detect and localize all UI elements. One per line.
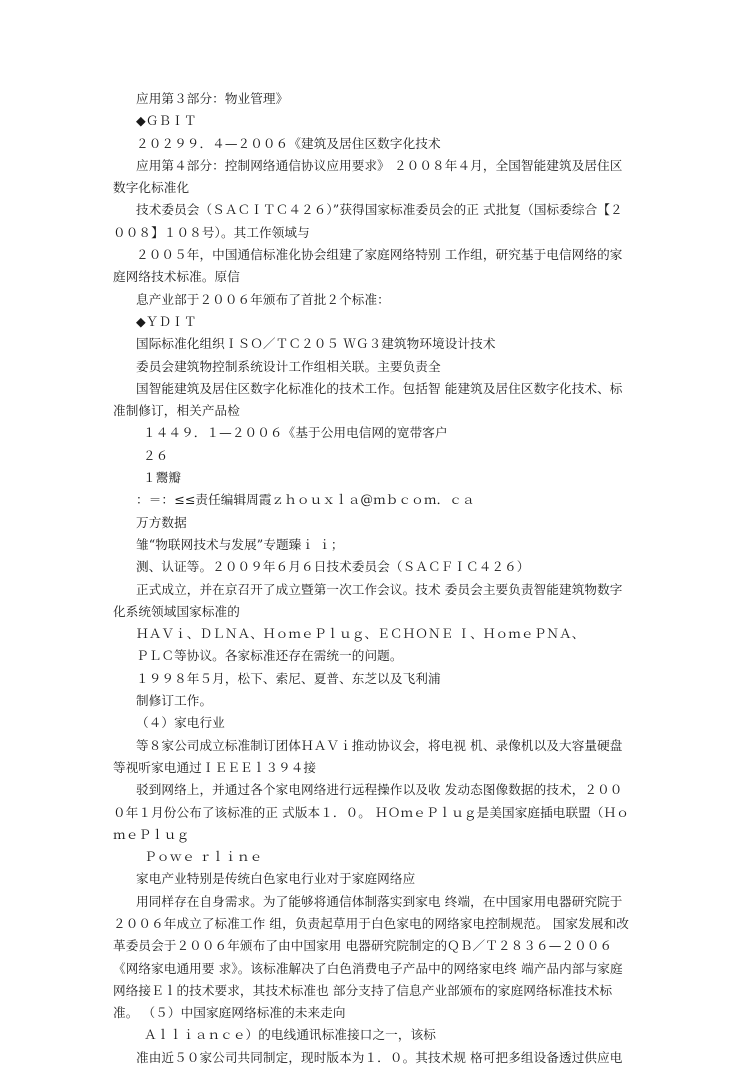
text-line: ２６ [143, 447, 169, 463]
text-line: １９９８年５月，松下、索尼、夏普、东芝以及飞利浦 [136, 670, 441, 686]
text-line: 正式成立，并在京召开了成立暨第一次工作会议。技术 委员会主要负责智能建筑物数字化系统领域国家标准的 [113, 581, 623, 619]
text-line: 雏“物联网技术与发展”专题臻ｉ ｉ； [136, 536, 344, 552]
text-line: 等８家公司成立标准制订团体ＨＡＶｉ推动协议会，将电视 机、录像机以及大容量硬盘等视听家电通过ＩＥＥＥｌ３９４接 [113, 737, 623, 775]
text-line: ＰＬＣ等协议。各家标准还存在需统一的问题。 [136, 648, 403, 664]
document-body [113, 88, 631, 1069]
text-line: ◆ＧＢＩＴ [136, 113, 197, 129]
text-line: 应用第３部分：物业管理》 [136, 91, 289, 106]
text-line: １鬻瓣 [143, 470, 182, 486]
text-line: 家电产业特别是传统白色家电行业对于家庭网络应 [136, 871, 416, 887]
text-line: １４４９．１—２００６《基于公用电信网的宽带客户 [143, 425, 448, 441]
text-line: ：＝：≤≤责任编辑周霞ｚｈｏｕｘｌａ@ｍｂｃｏｍ．ｃａ [136, 492, 475, 508]
text-line: 测、认证等。２００９年６月６日技术委员会（ＳＡＣＦＩＣ４２６） [136, 559, 530, 575]
text-line: 息产业部于２００６年颁布了首批２个标准： [136, 291, 390, 307]
text-line: Ｐｏｗｅ ｒｌｉｎｅ [144, 849, 263, 865]
text-line: 驳到网络上，并通过各个家电网络进行远程操作以及收 发动态图像数据的技术，２０００年１月份公布了该标准的正 式版本１．０。 ＨＯｍｅＰｌｕｇ是美国家庭插电联盟（ＨｏｍｅＰｌｕｇ [113, 782, 629, 842]
text-line: 国智能建筑及居住区数字化标准化的技术工作。包括智 能建筑及居住区数字化技术、标准制修订，相关产品检 [113, 380, 623, 419]
text-line: 用同样存在自身需求。为了能够将通信体制落实到家电 终端，在中国家用电器研究院于２００６年成立了标准工作 组，负责起草用于白色家电的网络家电控制规范。 国家发展和改革委员会于２００６年颁布了由中国家用 电器研究院制定的ＱＢ／Ｔ２８３６—２００６《网络家电通用要 求》。该标准解决了白色消费电子产品中的网络家电终 端产品内部与家庭网络接Ｅｌ的技术要求，其技术标准也 部分支持了信息产业部颁布的家庭网络标准技术标准。 （５）中国家庭网络标准的未来走向 [113, 893, 629, 1021]
text-line: ◆ＹＤＩＴ [136, 313, 197, 329]
text-line: （４）家电行业 [136, 715, 225, 731]
text-line: ２０２９９．４—２００６《建筑及居住区数字化技术 [136, 135, 441, 151]
text-line: ２００５年，中国通信标准化协会组建了家庭网络特别 工作组，研究基于电信网络的家庭网络技术标准。原信 [113, 247, 623, 285]
text-line: 制修订工作。 [136, 693, 213, 709]
text-line: 国际标准化组织ＩＳＯ／ＴＣ２０５ ＷＧ３建筑物环境设计技术 [136, 336, 496, 352]
text-line: Ａｌｌｉａｎｃｅ）的电线通讯标准接口之一，该标 [144, 1027, 436, 1043]
text-line: 应用第４部分：控制网络通信协议应用要求》 ２００８年４月，全国智能建筑及居住区数字化标准化 [113, 157, 623, 196]
text-line: ＨＡＶｉ、ＤＬＮＡ、ＨｏｍｅＰｌｕｇ、ＥＣＨＯＮＥ Ｉ、ＨｏｍｅＰＮＡ、 [136, 626, 585, 642]
text-line: 万方数据 [136, 514, 187, 530]
text-line: 技术委员会（ＳＡＣＩＴＣ４２６）”获得国家标准委员会的正 式批复（国标委综合【２００８】１０８号）。其工作领域与 [113, 202, 623, 240]
text-line: 准由近５０家公司共同制定，现时版本为１．０。其技术规 格可把多组设备透过供应电 [136, 1049, 623, 1065]
text-line: 委员会建筑物控制系统设计工作组相关联。主要负责全 [136, 358, 441, 374]
